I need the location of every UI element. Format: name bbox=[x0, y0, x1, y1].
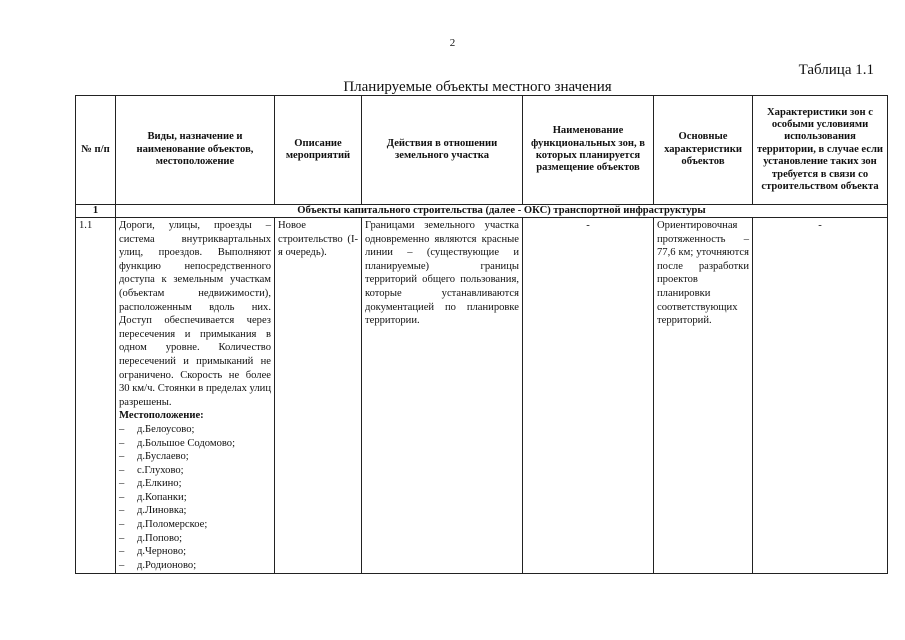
header-kinds: Виды, назначение и наименование объектов, местоположение bbox=[116, 96, 275, 205]
location-item: – д.Большое Содомово; bbox=[119, 437, 271, 451]
row-measures: Новое строительство (I-я очередь). bbox=[275, 218, 362, 574]
header-measures: Описание мероприятий bbox=[275, 96, 362, 205]
location-item: – д.Попово; bbox=[119, 532, 271, 546]
location-list bbox=[119, 423, 271, 573]
location-item: – д.Линовка; bbox=[119, 504, 271, 518]
row-characteristics: Ориентировочная протяженность – 77,6 км; уточняются после разработки проектов планировки соответствующих территорий. bbox=[654, 218, 753, 574]
page-number: 2 bbox=[449, 37, 456, 49]
section-title: Объекты капитального строительства (далее - ОКС) транспортной инфраструктуры bbox=[116, 205, 888, 218]
header-zones: Наименование функциональных зон, в которых планируется размещение объектов bbox=[523, 96, 654, 205]
section-row bbox=[76, 205, 888, 218]
location-item: – д.Буслаево; bbox=[119, 450, 271, 464]
header-special-zones: Характеристики зон с особыми условиями использования территории, в случае если установление таких зон требуется в связи со строительством объекта bbox=[753, 96, 888, 205]
row-description-cell bbox=[116, 218, 275, 574]
location-label: Местоположение: bbox=[119, 410, 204, 422]
header-land-actions: Действия в отношении земельного участка bbox=[362, 96, 523, 205]
section-number: 1 bbox=[76, 205, 116, 218]
location-item: – д.Поломерское; bbox=[119, 518, 271, 532]
row-land-actions: Границами земельного участка одновременно являются красные линии – (существующие и планируемые) границы территорий общего пользования, которые устанавливаются документацией по планировке территории. bbox=[362, 218, 523, 574]
location-item: – д.Елкино; bbox=[119, 477, 271, 491]
row-zones: - bbox=[523, 218, 654, 574]
table-label: Таблица 1.1 bbox=[798, 62, 874, 78]
header-row bbox=[76, 96, 888, 205]
header-number: № п/п bbox=[76, 96, 116, 205]
table-row bbox=[76, 218, 888, 574]
row-description: Дороги, улицы, проезды – система внутриквартальных улиц, проездов. Выполняют функцию непосредственного доступа к земельным участкам (объектам недвижимости), расположенным вдоль них. Доступ обеспечивается через пересечения и примыкания в одном уровне. Количество пересечений и примыканий не ограничено. Скорость не более 30 км/ч. Стоянки в пределах улиц разрешены. bbox=[119, 220, 271, 408]
location-item: – д.Черново; bbox=[119, 545, 271, 559]
location-item: – д.Родионово; bbox=[119, 559, 271, 573]
row-number: 1.1 bbox=[76, 218, 116, 574]
location-item: – д.Белоусово; bbox=[119, 423, 271, 437]
objects-table bbox=[75, 95, 888, 574]
header-characteristics: Основные характеристики объектов bbox=[654, 96, 753, 205]
table-caption-wrap bbox=[0, 79, 905, 96]
location-item: – с.Глухово; bbox=[119, 464, 271, 478]
location-item: – д.Копанки; bbox=[119, 491, 271, 505]
table-caption: Планируемые объекты местного значения bbox=[343, 79, 612, 95]
row-special-zones: - bbox=[753, 218, 888, 574]
